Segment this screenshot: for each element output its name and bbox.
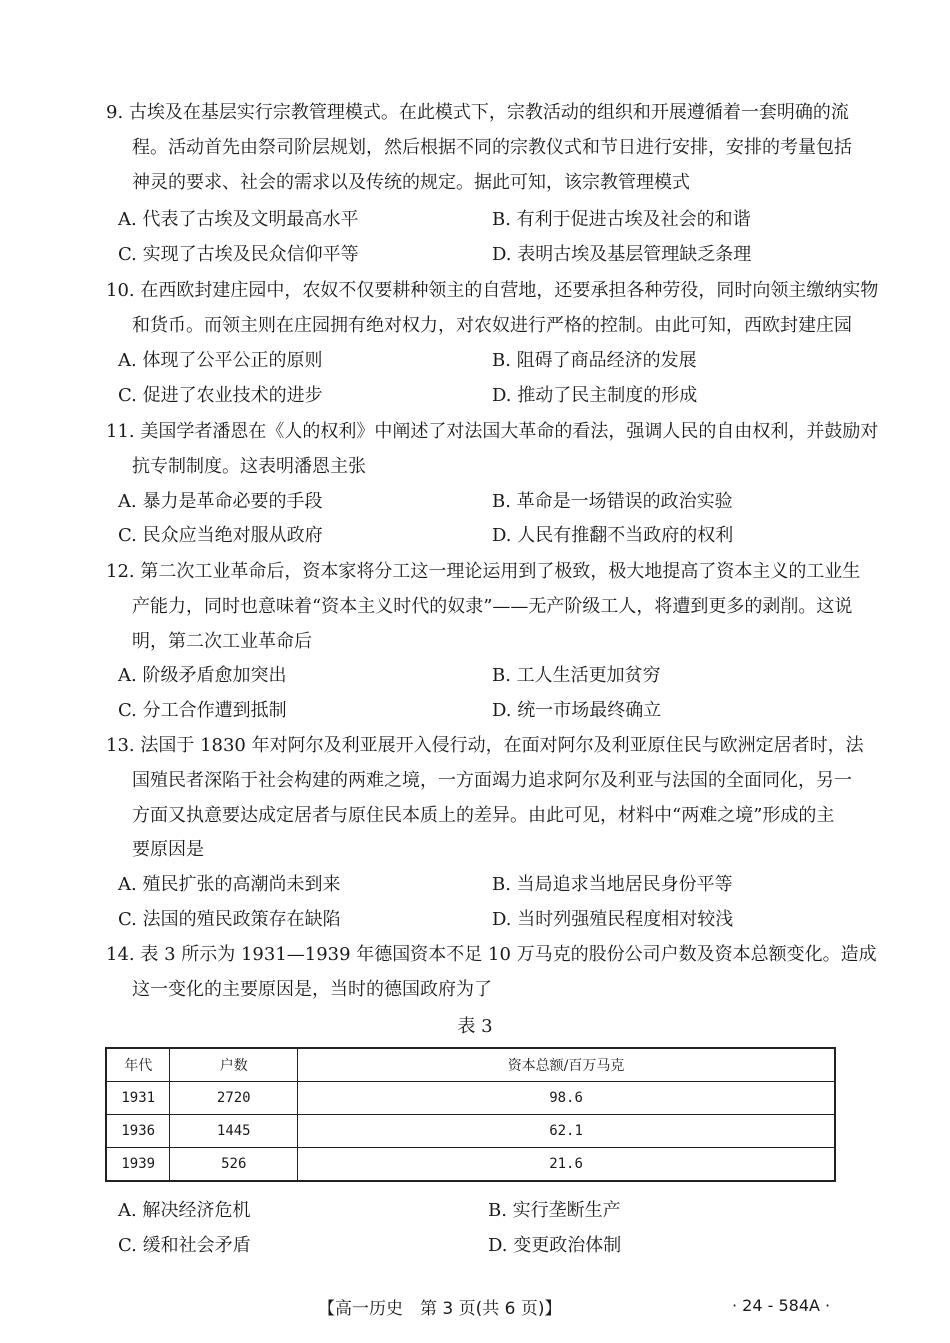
q14-stem-line-1: 14. 表 3 所示为 1931—1939 年德国资本不足 10 万马克的股份公司户数及资本总额变化。造成 [106, 944, 877, 965]
table-cell: 98.6 [298, 1082, 835, 1115]
q12-option-c: C. 分工合作遭到抵制 [118, 700, 287, 721]
q9-stem-line-2: 程。活动首先由祭司阶层规划，然后根据不同的宗教仪式和节日进行安排，安排的考量包括 [132, 137, 852, 158]
q11-stem-line-1: 11. 美国学者潘恩在《人的权利》中阐述了对法国大革命的看法，强调人民的自由权利，并鼓励对 [106, 421, 879, 442]
q13-option-c: C. 法国的殖民政策存在缺陷 [118, 909, 341, 930]
q14-option-c: C. 缓和社会矛盾 [118, 1235, 251, 1256]
q12-option-d: D. 统一市场最终确立 [492, 700, 662, 721]
table-caption: 表 3 [457, 1016, 493, 1037]
q11-option-a: A. 暴力是革命必要的手段 [118, 491, 323, 512]
q14-option-a: A. 解决经济危机 [118, 1200, 251, 1221]
table-header-row [106, 1048, 835, 1082]
exam-code: · 24 - 584A · [732, 1296, 831, 1315]
q9-option-a: A. 代表了古埃及文明最高水平 [118, 209, 359, 230]
q10-stem-line-2: 和货币。而领主则在庄园拥有绝对权力，对农奴进行严格的控制。由此可知，西欧封建庄园 [132, 315, 852, 336]
q13-stem-line-1: 13. 法国于 1830 年对阿尔及利亚展开入侵行动，在面对阿尔及利亚原住民与欧洲定居者时，法 [106, 735, 864, 756]
q13-stem-line-4: 要原因是 [132, 839, 204, 860]
table-header-cell: 年代 [106, 1048, 170, 1082]
table-row [106, 1148, 835, 1182]
q10-option-b: B. 阻碍了商品经济的发展 [492, 350, 697, 371]
q13-stem-line-2: 国殖民者深陷于社会构建的两难之境，一方面竭力追求阿尔及利亚与法国的全面同化，另一 [132, 770, 852, 791]
q12-stem-line-1: 12. 第二次工业革命后，资本家将分工这一理论运用到了极致，极大地提高了资本主义的工业生 [106, 561, 861, 582]
q14-option-b: B. 实行垄断生产 [488, 1200, 621, 1221]
table-cell: 1445 [170, 1115, 298, 1148]
q10-option-d: D. 推动了民主制度的形成 [492, 385, 698, 406]
q10-stem-line-1: 10. 在西欧封建庄园中，农奴不仅要耕种领主的自营地，还要承担各种劳役，同时向领主缴纳实物 [106, 280, 879, 301]
q11-option-c: C. 民众应当绝对服从政府 [118, 525, 323, 546]
q11-stem-line-2: 抗专制制度。这表明潘恩主张 [132, 456, 366, 477]
q9-option-d: D. 表明古埃及基层管理缺乏条理 [492, 244, 752, 265]
table-cell: 1939 [106, 1148, 170, 1182]
table-cell: 21.6 [298, 1148, 835, 1182]
page-footer: 【高一历史 第 3 页(共 6 页)】 [318, 1299, 562, 1319]
table-header-cell: 户数 [170, 1048, 298, 1082]
data-table [105, 1047, 836, 1182]
table-cell: 62.1 [298, 1115, 835, 1148]
table-header-cell: 资本总额/百万马克 [298, 1048, 835, 1082]
table-cell: 2720 [170, 1082, 298, 1115]
q13-option-a: A. 殖民扩张的高潮尚未到来 [118, 874, 341, 895]
q12-option-b: B. 工人生活更加贫穷 [492, 665, 661, 686]
q13-stem-line-3: 方面又执意要达成定居者与原住民本质上的差异。由此可见，材料中“两难之境”形成的主 [132, 805, 835, 826]
q13-option-d: D. 当时列强殖民程度相对较浅 [492, 909, 734, 930]
q10-option-c: C. 促进了农业技术的进步 [118, 385, 323, 406]
table-row [106, 1082, 835, 1115]
q13-option-b: B. 当局追求当地居民身份平等 [492, 874, 733, 895]
q9-option-b: B. 有利于促进古埃及社会的和谐 [492, 209, 751, 230]
q9-stem-line-1: 9. 古埃及在基层实行宗教管理模式。在此模式下，宗教活动的组织和开展遵循着一套明确的流 [106, 102, 849, 123]
q10-option-a: A. 体现了公平公正的原则 [118, 350, 323, 371]
q14-stem-line-2: 这一变化的主要原因是，当时的德国政府为了 [132, 979, 492, 1000]
q11-option-d: D. 人民有推翻不当政府的权利 [492, 525, 734, 546]
q14-option-d: D. 变更政治体制 [488, 1235, 622, 1256]
q12-stem-line-3: 明，第二次工业革命后 [132, 631, 312, 652]
q12-stem-line-2: 产能力，同时也意味着“资本主义时代的奴隶”——无产阶级工人，将遭到更多的剥削。这说 [132, 596, 853, 617]
q9-stem-line-3: 神灵的要求、社会的需求以及传统的规定。据此可知，该宗教管理模式 [132, 172, 690, 193]
table-cell: 526 [170, 1148, 298, 1182]
q11-option-b: B. 革命是一场错误的政治实验 [492, 491, 733, 512]
table-cell: 1936 [106, 1115, 170, 1148]
q9-option-c: C. 实现了古埃及民众信仰平等 [118, 244, 359, 265]
table-row [106, 1115, 835, 1148]
q12-option-a: A. 阶级矛盾愈加突出 [118, 665, 287, 686]
table-cell: 1931 [106, 1082, 170, 1115]
